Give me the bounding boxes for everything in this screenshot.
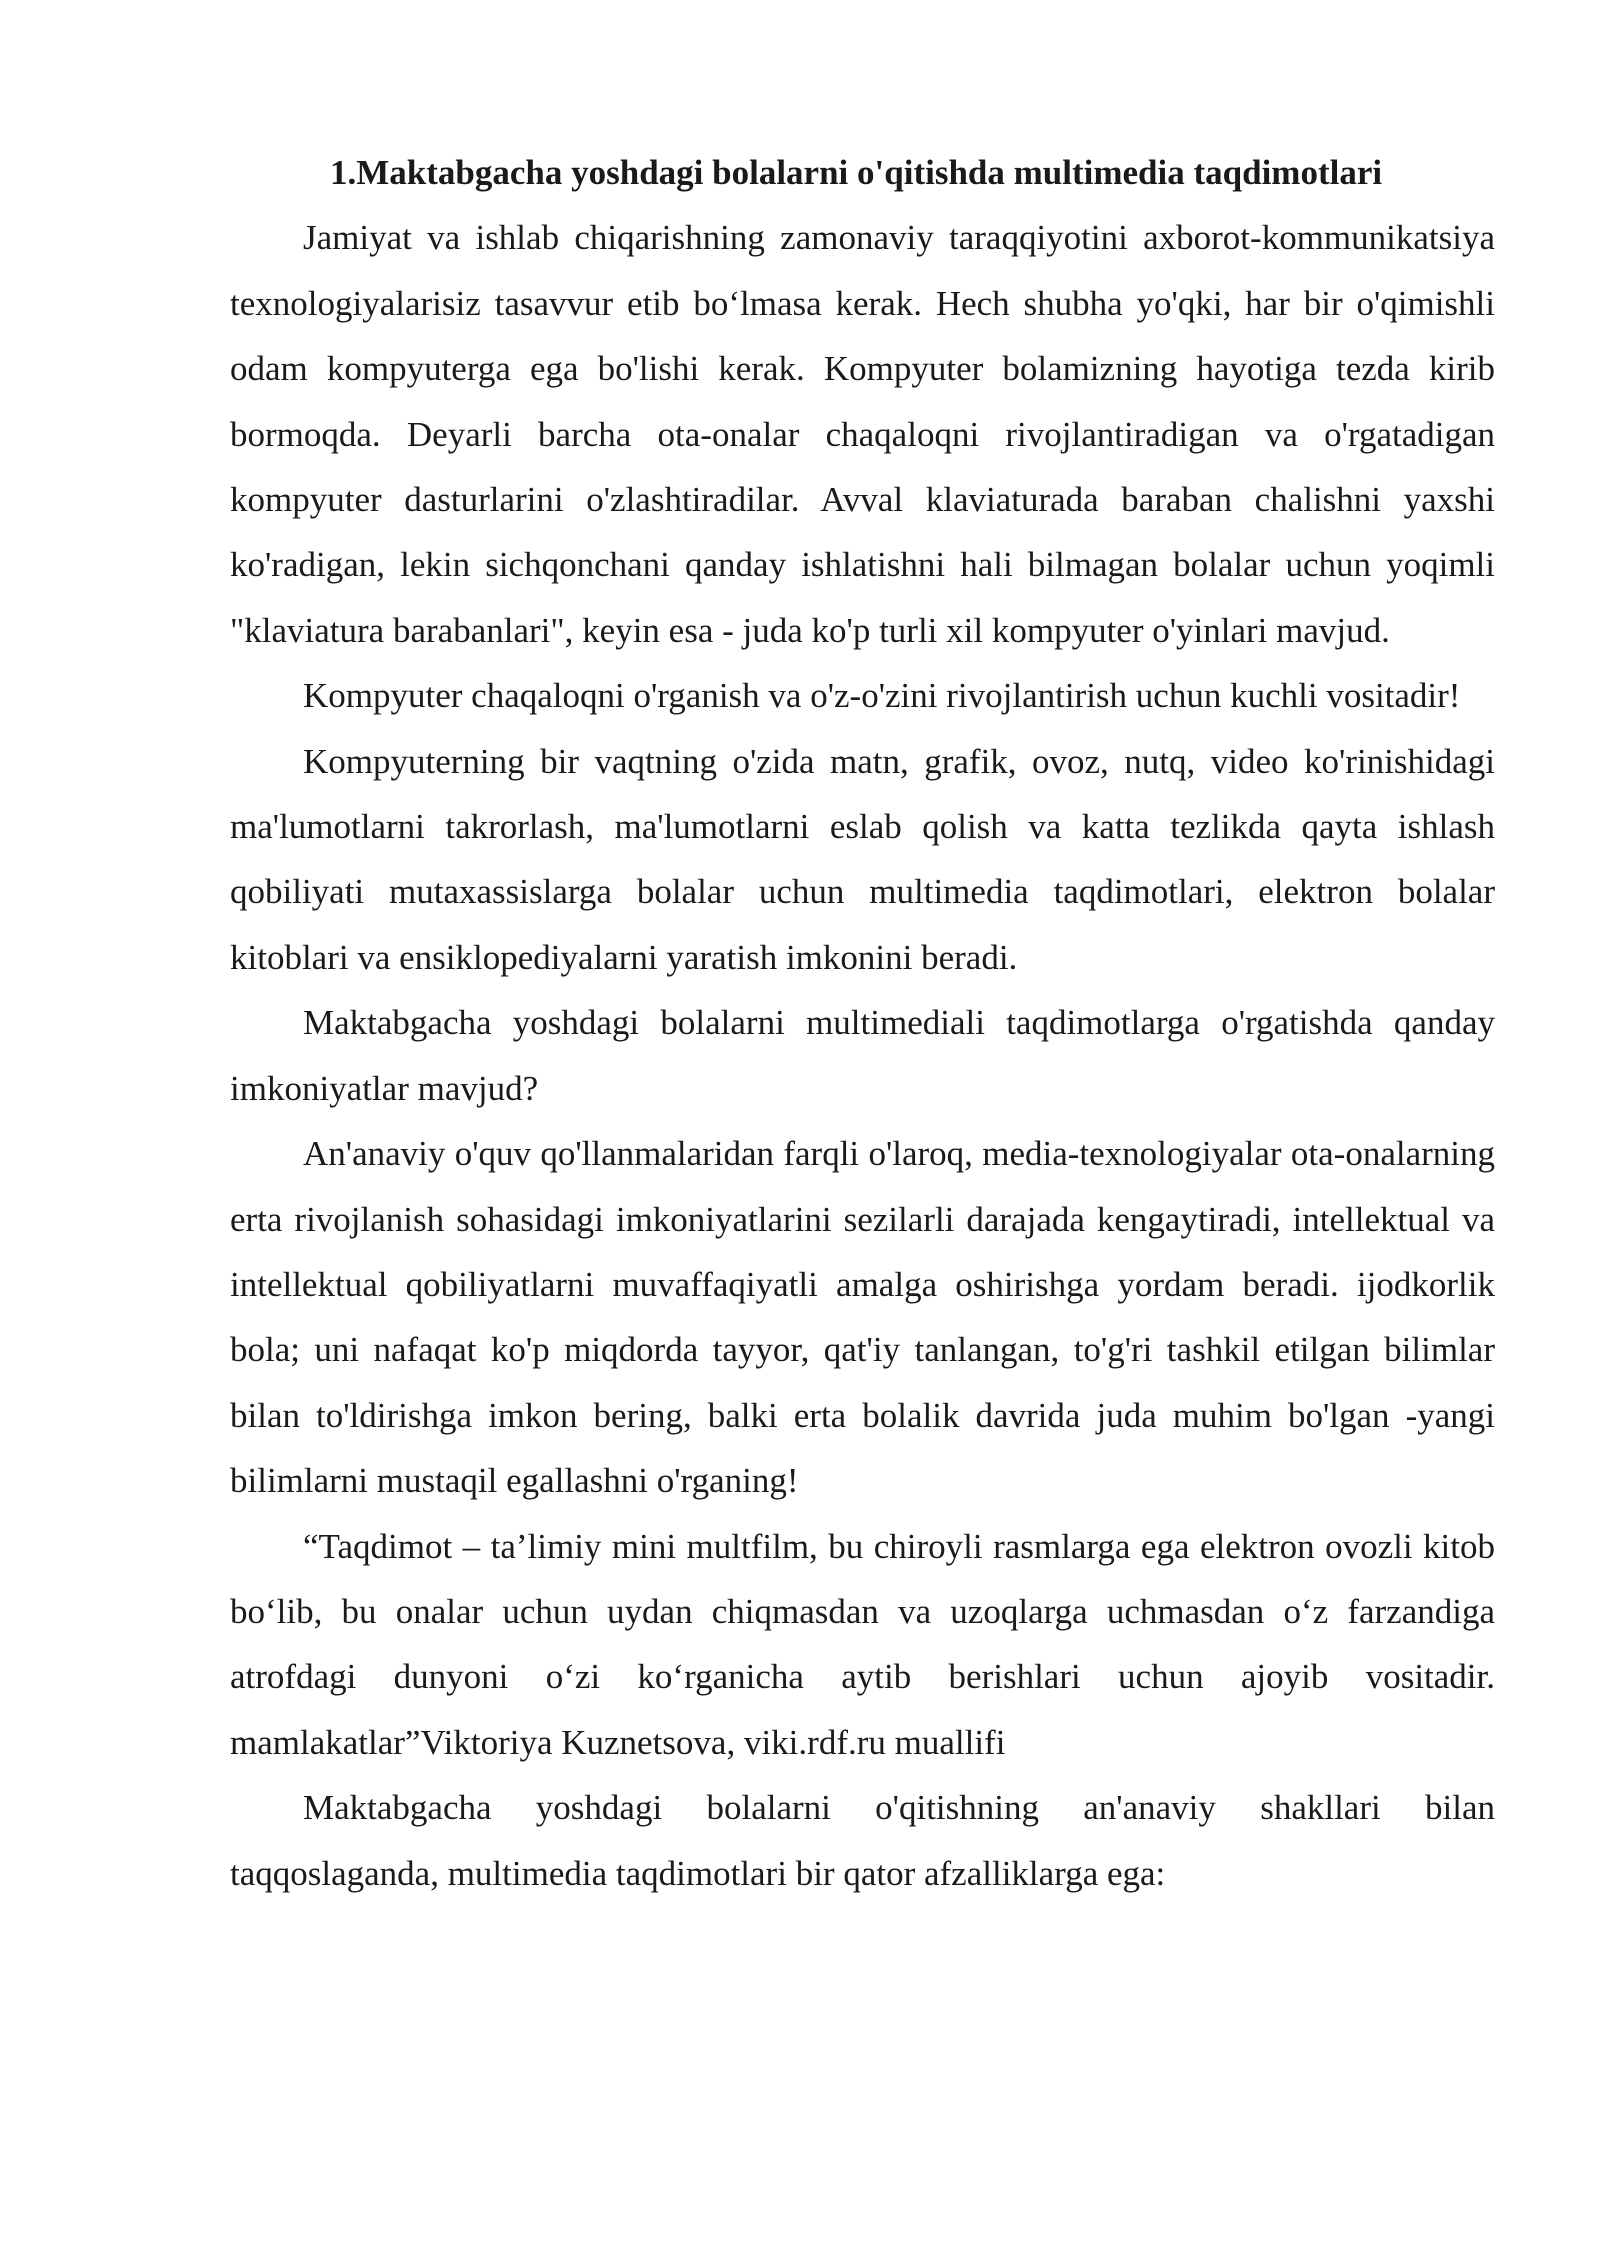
paragraph-media-technologies: An'anaviy o'quv qo'llanmalaridan farqli o'laroq, media-texnologiyalar ota-onalarning erta rivojlanish sohasidagi imkoniyatlarini sezilarli darajada kengaytiradi, intellektual va intellektual qobiliyatlarni muvaffaqiyatli amalga oshirishga yordam beradi. ijodkorlik bola; uni nafaqat ko'p miqdorda tayyor, qat'iy tanlangan, to'g'ri tashkil etilgan bilimlar bilan to'ldirishga imkon bering, balki erta bolalik davrida juda muhim bo'lgan -yangi bilimlarni mustaqil egallashni o'rganing! — [230, 1134, 1495, 1501]
paragraph-question: Maktabgacha yoshdagi bolalarni multimediali taqdimotlarga o'rgatishda qanday imkoniyatlar mavjud? — [230, 1003, 1495, 1108]
paragraph-computer-tool: Kompyuter chaqaloqni o'rganish va o'z-o'zini rivojlantirish uchun kuchli vositadir! — [303, 676, 1461, 716]
paragraph-intro: Jamiyat va ishlab chiqarishning zamonaviy taraqqiyotini axborot-kommunikatsiya texnologiyalarisiz tasavvur etib boʻlmasa kerak. Hech shubha yo'qki, har bir o'qimishli odam kompyuterga ega bo'lishi kerak. Kompyuter bolamizning hayotiga tezda kirib bormoqda. Deyarli barcha ota-onalar chaqaloqni rivojlantiradigan va o'rgatadigan kompyuter dasturlarini o'zlashtiradilar. Avval klaviaturada baraban chalishni yaxshi ko'radigan, lekin sichqonchani qanday ishlatishni hali bilmagan bolalar uchun yoqimli "klaviatura barabanlari", keyin esa - juda ko'p turli xil kompyuter o'yinlari mavjud. — [230, 218, 1495, 650]
document-title: 1.Maktabgacha yoshdagi bolalarni o'qitishda multimedia taqdimotlari — [330, 153, 1383, 192]
paragraph-quote: “Taqdimot – ta’limiy mini multfilm, bu chiroyli rasmlarga ega elektron ovozli kitob boʻlib, bu onalar uchun uydan chiqmasdan va uzoqlarga uchmasdan oʻz farzandiga atrofdagi dunyoni oʻzi koʻrganicha aytib berishlari uchun ajoyib vositadir. mamlakatlar”Viktoriya Kuznetsova, viki.rdf.ru muallifi — [230, 1526, 1495, 1762]
paragraph-computer-abilities: Kompyuterning bir vaqtning o'zida matn, grafik, ovoz, nutq, video ko'rinishidagi ma'lumotlarni takrorlash, ma'lumotlarni eslab qolish va katta tezlikda qayta ishlash qobiliyati mutaxassislarga bolalar uchun multimedia taqdimotlari, elektron bolalar kitoblari va ensiklopediyalarni yaratish imkonini beradi. — [230, 741, 1495, 977]
paragraph-advantages: Maktabgacha yoshdagi bolalarni o'qitishning an'anaviy shakllari bilan taqqoslaganda, multimedia taqdimotlari bir qator afzalliklarga ega: — [230, 1788, 1495, 1893]
document-page — [230, 140, 1495, 1906]
